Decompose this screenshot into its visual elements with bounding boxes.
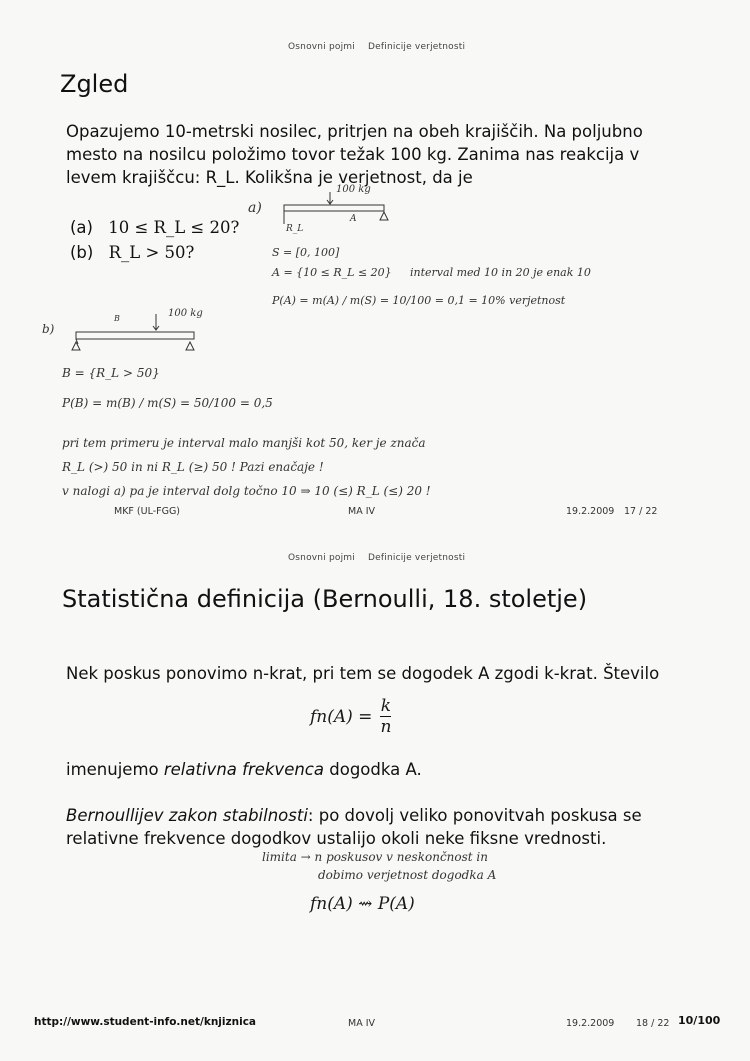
slide1-title: Zgled — [60, 70, 129, 98]
item-b — [70, 241, 194, 264]
hand-note-3: v nalogi a) pa je interval dolg točno 10 ⇒ 10 (≤) R_L (≤) 20 ! — [62, 484, 431, 498]
law-em: Bernoullijev zakon stabilnosti — [66, 806, 308, 825]
slide2-para2 — [66, 758, 422, 781]
item-a-label: (a) — [70, 218, 93, 237]
slide2-footer-center: MA IV — [348, 1018, 376, 1029]
slide2-title: Statistična definicija (Bernoulli, 18. stoletje) — [62, 585, 588, 613]
slide2-nav — [288, 553, 465, 563]
hand-event-b: B = {R_L > 50} — [62, 366, 160, 380]
hand-note-1: pri tem primeru je interval malo manjši kot 50, ker je znača — [62, 436, 426, 450]
slide2-footer-date: 19.2.2009 — [566, 1018, 615, 1029]
law-text: : po dovolj veliko ponovitvah poskusa se relativne frekvence dogodkov ustalijo okoli neke fiksne vrednosti. — [66, 806, 642, 848]
hand-sample-space: S = [0, 100] — [272, 246, 340, 259]
slide1-footer-page: 17 / 22 — [624, 506, 658, 517]
nav-section: Osnovni pojmi — [288, 553, 355, 563]
slide1-footer-date: 19.2.2009 — [566, 506, 615, 517]
hand-note-2: R_L (>) 50 in ni R_L (≥) 50 ! Pazi enačaje ! — [62, 460, 324, 474]
formula-relative-frequency — [310, 696, 391, 737]
para2-prefix: imenujemo — [66, 760, 164, 779]
beam-sketch-b — [70, 310, 210, 354]
hand-event-a-note: interval med 10 in 20 je enak 10 — [410, 266, 591, 279]
slide1-footer-center: MA IV — [348, 506, 376, 517]
nav-section: Osnovni pojmi — [288, 42, 355, 52]
item-b-expr: R_L > 50? — [108, 243, 195, 262]
item-b-label: (b) — [70, 243, 94, 262]
item-a-expr: 10 ≤ R_L ≤ 20? — [108, 218, 240, 237]
hand-limit-2: dobimo verjetnost dogodka A — [318, 868, 497, 882]
slide1-paragraph: Opazujemo 10-metrski nosilec, pritrjen na obeh krajiščih. Na poljubno mesto na nosilcu položimo tovor težak 100 kg. Zanima nas reakcija v levem krajiščcu: R_L. Kolikšna je verjetnost, da je — [66, 122, 643, 187]
slide1-nav — [288, 42, 465, 52]
hand-prob-b: P(B) = m(B) / m(S) = 50/100 = 0,5 — [62, 396, 273, 410]
hand-weight-a: 100 kg — [336, 184, 371, 195]
formula1-fraction — [380, 696, 391, 737]
formula1-numerator: k — [380, 696, 392, 716]
hand-A-letter: A — [350, 214, 357, 224]
formula-limit: fn(A) ⇝ P(A) — [310, 894, 415, 914]
formula1-denominator: n — [380, 717, 392, 737]
slide2-para1: Nek poskus ponovimo n-krat, pri tem se dogodek A zgodi k-krat. Število — [66, 664, 660, 683]
slide2-footer-page: 18 / 22 — [636, 1018, 670, 1029]
hand-prob-a: P(A) = m(A) / m(S) = 10/100 = 0,1 = 10% verjetnost — [272, 294, 566, 307]
hand-R-label: R_L — [286, 224, 304, 234]
bernoulli-law — [66, 804, 676, 850]
hand-event-a: A = {10 ≤ R_L ≤ 20} — [272, 266, 392, 279]
slide1-footer-left: MKF (UL-FGG) — [114, 506, 181, 517]
hand-B-letter: B — [114, 314, 120, 323]
source-url: http://www.student-info.net/knjiznica — [34, 1016, 256, 1028]
hand-b-label: b) — [42, 322, 55, 336]
hand-a-label: a) — [248, 200, 262, 216]
document-page-count: 10/100 — [678, 1014, 721, 1027]
para2-em: relativna frekvenca — [163, 760, 324, 779]
hand-weight-b: 100 kg — [168, 308, 203, 319]
para2-suffix: dogodka A. — [324, 760, 422, 779]
formula1-lhs: fn(A) = — [310, 706, 373, 727]
nav-subsection: Definicije verjetnosti — [368, 553, 466, 563]
nav-subsection: Definicije verjetnosti — [368, 42, 466, 52]
item-a — [70, 216, 239, 239]
hand-limit-1: limita → n poskusov v neskončnost in — [262, 850, 488, 864]
